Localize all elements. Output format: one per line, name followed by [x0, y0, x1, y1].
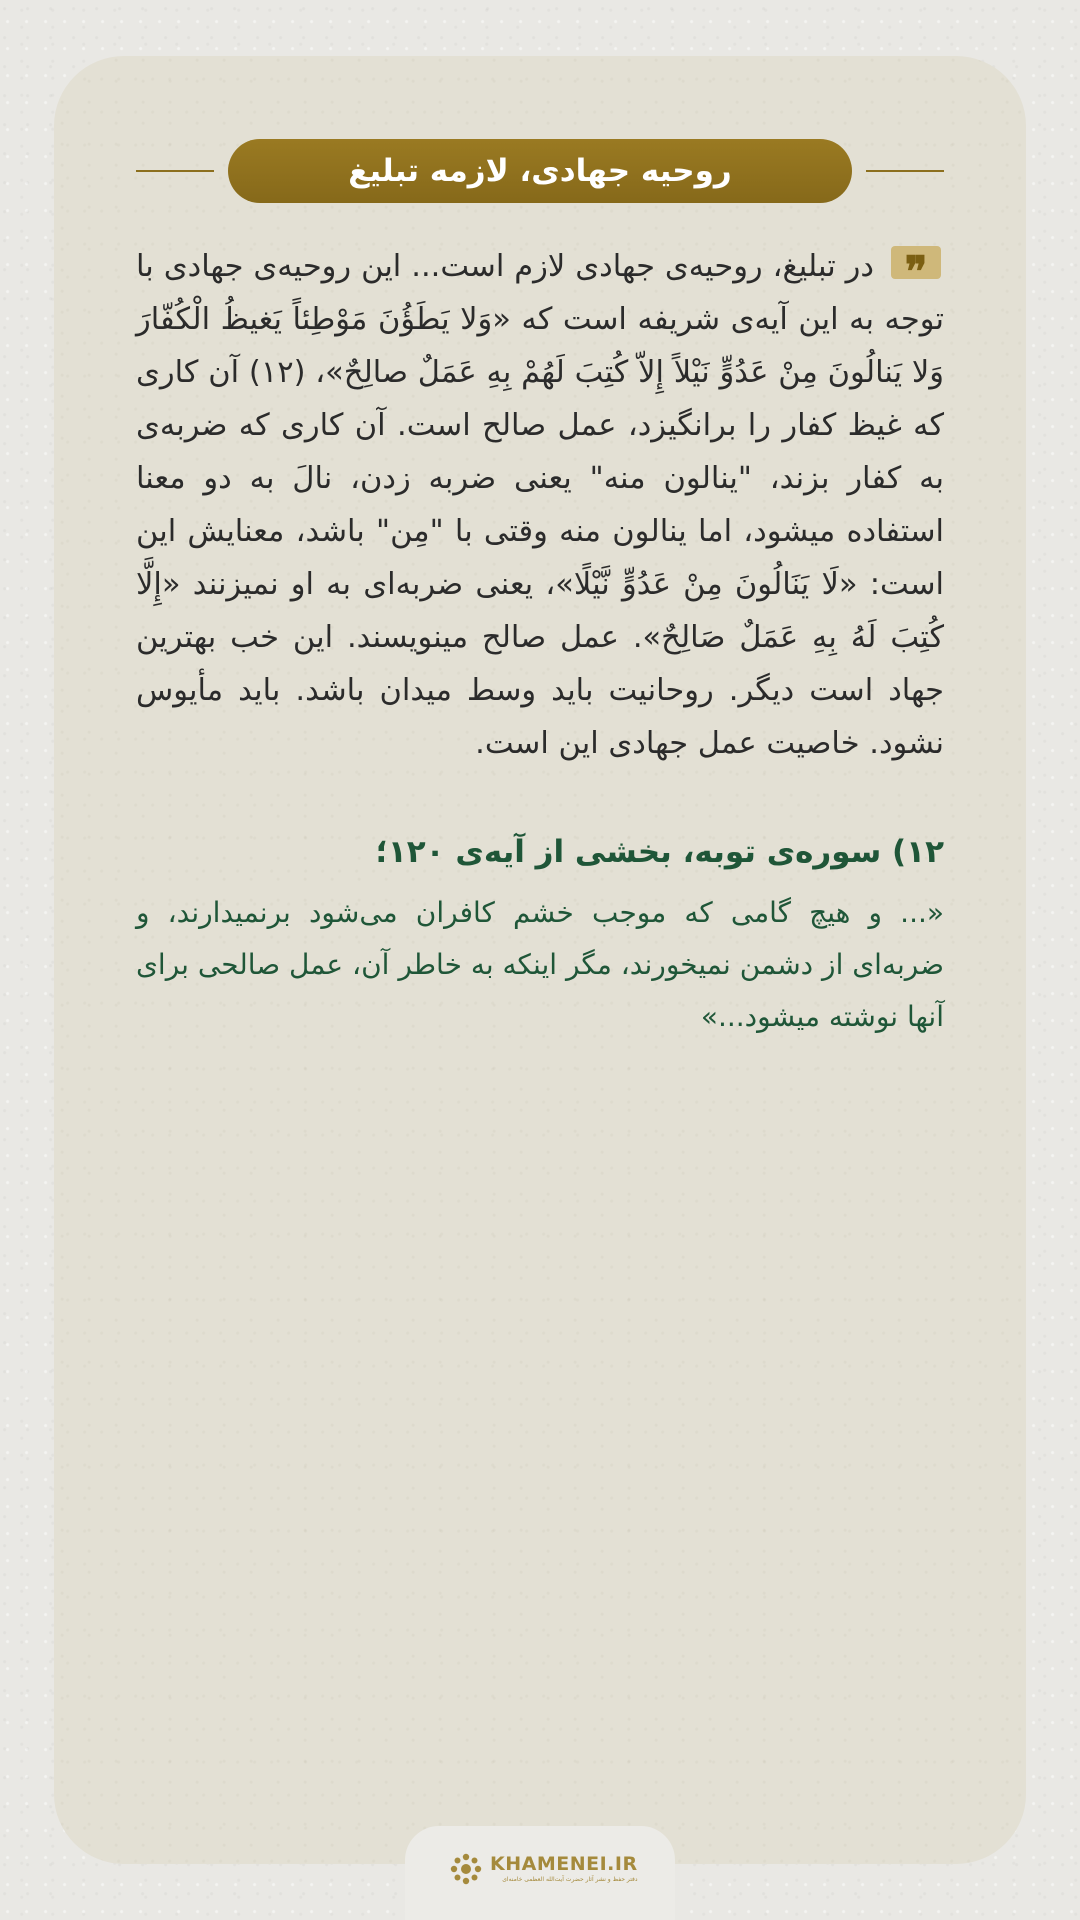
reference-title: ۱۲) سوره‌ی توبه، بخشی از آیه‌ی ۱۲۰؛: [375, 834, 944, 870]
title-pill: [228, 139, 852, 203]
title-divider-left: [136, 170, 214, 172]
logo-subtitle: دفتر حفظ و نشر آثار حضرت آیت‌الله العظمی خامنه‌ای: [502, 1876, 638, 1883]
quote-icon: ❞: [891, 246, 941, 279]
emblem-icon: [448, 1851, 484, 1887]
site-logo[interactable]: [448, 1847, 638, 1891]
title-banner: [136, 139, 944, 203]
title-divider-right: [866, 170, 944, 172]
page-title: روحیه جهادی، لازمه تبلیغ: [348, 153, 732, 189]
logo-wordmark: KHAMENEI.IR: [490, 1853, 638, 1875]
quote-text: در تبلیغ، روحیه‌ی جهادی لازم است... این روحیه‌ی جهادی با توجه به این آیه‌ی شریفه است که «وَلا یَطَؤُنَ مَوْطِئاً یَغیظُ الْکُفّارَ وَلا یَنالُونَ مِنْ عَدُوٍّ نَیْلاً إِلاّ کُتِبَ لَهُمْ بِهِ عَمَلٌ صالِحٌ»، (۱۲) آن کاری که غیظ کفار را برانگیزد، عمل صالح است. آن کاری که ضربه‌ی به کفار بزند، "ینالون منه" یعنی ضربه زدن، نالَ به دو معنا استفاده میشود، اما ینالون منه وقتی با "مِن" باشد، معنایش این است: «لَا یَنَالُونَ مِنْ عَدُوٍّ نَّیْلًا»، یعنی ضربه‌ای به او نمیزنند «إِلَّا کُتِبَ لَهُ بِهِ عَمَلٌ صَالِحٌ». عمل صالح مینویسند. این خب بهترین جهاد است دیگر. روحانیت باید وسط میدان باشد. باید مأیوس نشود. خاصیت عمل جهادی این است.: [136, 249, 944, 761]
reference-text: «... و هیچ گامی که موجب خشم کافران می‌شود برنمیدارند، و ضربه‌ای از دشمن نمیخورند، مگر اینکه به خاطر آن، عمل صالحی برای آنها نوشته میشود...»: [136, 896, 944, 1033]
